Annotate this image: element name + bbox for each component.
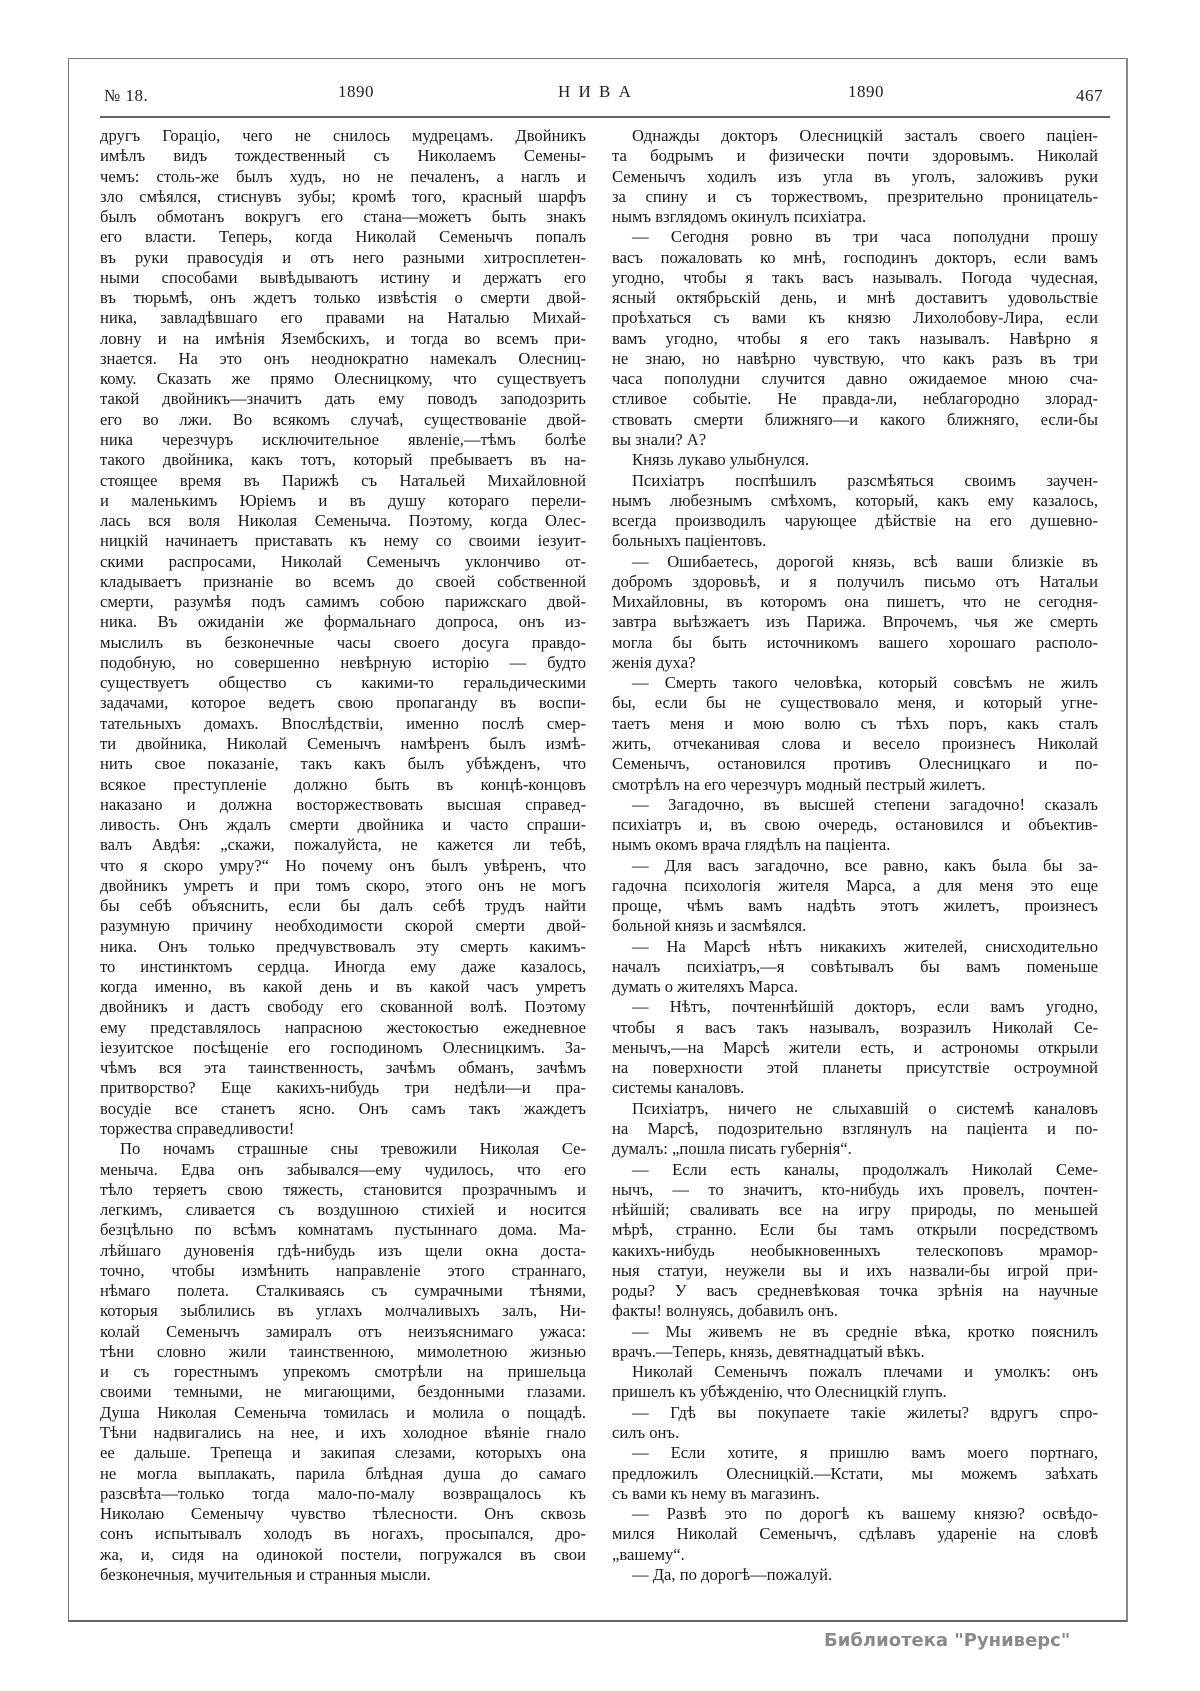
text-line: которыя зыблились въ углахъ молчаливыхъ залъ, Ни- [100,1301,586,1321]
text-line: разсвѣта—только тогда мало-по-малу возвращалось къ [100,1483,586,1503]
text-line: жа, и, сидя на одинокой постели, погружался въ свои [100,1544,586,1564]
text-line: чемъ: столь-же былъ худъ, но не печаленъ, а наглъ и [100,166,586,186]
text-line: валъ Авдѣя: „скажи, пожалуйста, не кажется ли тебѣ, [100,835,586,855]
text-line: бы, если бы не существовало меня, и который угне- [612,693,1098,713]
text-line: притворство? Еще какихъ-нибудь три недѣли—и пра- [100,1078,586,1098]
text-line: угодно, чтобы я такъ васъ называлъ. Погода чудесная, [612,267,1098,287]
text-line: думать о жителяхъ Марса. [612,977,799,997]
text-line: — Нѣтъ, почтеннѣйшiй докторъ, если вамъ угодно, [632,997,1098,1017]
paragraph [612,673,1098,795]
text-line: ника, завладѣвшаго его правами на Наталью Михай- [100,308,586,328]
text-line: его во лжи. Во всякомъ случаѣ, существованiе двой- [100,409,586,429]
text-line: больной князь и засмѣялся. [612,916,807,936]
text-line: мыслилъ въ безконечные часы своего досуга правдо- [100,632,586,652]
text-line: наказано и должна восторжествовать высшая справед- [100,794,586,814]
text-line: чтобы я васъ такъ называлъ, возразилъ Николай Се- [612,1017,1098,1037]
text-line: тѣни словно жили таинственною, мимолетною жизнью [100,1341,586,1361]
text-line: часа пополудни случится давно ожидаемое мною сча- [612,369,1098,389]
header-rule [100,116,1110,118]
text-line: нѣйшiй; сваливать все на игру природы, по меньшей [612,1200,1098,1220]
text-line: точно, чтобы измѣнить направленiе этого страннаго, [100,1260,586,1280]
text-line: стоящее время въ Парижѣ съ Натальей Михайловной [100,470,586,490]
text-line: другъ Горацiо, чего не снилось мудрецамъ. Двойникъ [100,126,586,145]
text-line: — Для васъ загадочно, все равно, какъ была бы за- [632,855,1098,875]
text-line: ясный октябрьскiй день, и мнѣ доставитъ удовольствiе [612,288,1098,308]
text-line: Душа Николая Семеныча томилась и молила о пощадѣ. [100,1402,586,1422]
text-line: добромъ здоровьѣ, и я получилъ письмо отъ Натальи [612,571,1098,591]
text-line: скими распросами, Николай Семенычъ уклончиво от- [100,551,586,571]
paragraph [612,450,1098,470]
text-column-left [100,126,586,1585]
text-line: — Загадочно, въ высшей степени загадочно! сказалъ [632,794,1098,814]
text-line: нымъ окомъ врача глядѣлъ на пацiента. [612,835,891,855]
text-line: — Да, по дорогѣ—пожалуй. [632,1564,833,1584]
text-line: завтра выѣзжаетъ изъ Парижа. Впрочемъ, чья же смерть [612,612,1098,632]
text-line: Семенычъ ходилъ изъ угла въ уголъ, заложивъ руки [612,166,1098,186]
text-line: Семенычъ, остановился противъ Олесницкаго и по- [612,754,1098,774]
text-line: ныя статуи, неужели вы и ихъ назвали-бы игрой при- [612,1260,1098,1280]
text-line: Николай Семенычъ пожалъ плечами и умолкъ: онъ [632,1362,1098,1382]
text-line: пришелъ къ убѣжденiю, что Олесницкiй глупъ. [612,1382,947,1402]
text-line: гадочна психологiя жителя Марса, а для меня это еще [612,875,1098,895]
text-line: меныча. Едва онъ забывался—ему чудилось, что его [100,1159,586,1179]
text-line: сонъ испытывалъ холодъ въ ногахъ, просыпался, дро- [100,1524,586,1544]
paragraph [612,795,1098,856]
paragraph [612,997,1098,1098]
text-line: смерти, разумѣя подъ самимъ собою парижскаго двой- [100,592,586,612]
text-line: такой двойникъ—значитъ дать ему поводъ заподозрить [100,389,586,409]
text-line: въ руки правосудiя и отъ него разными хитросплетен- [100,247,586,267]
text-line: то инстинктомъ сердца. Иногда ему даже казалось, [100,956,586,976]
text-line: задачами, которое ведетъ свою пропаганду въ воспи- [100,693,586,713]
text-line: — Если есть каналы, продолжалъ Николай Семе- [632,1159,1098,1179]
text-line: разумную причину необходимости скорой смерти двой- [100,916,586,936]
text-line: врачъ.—Теперь, князь, девятнадцатый вѣкъ. [612,1341,925,1361]
text-line: могла бы быть источникомъ вашего хорошаго располо- [612,632,1098,652]
text-line: всякое преступленiе должно быть въ концѣ-концовъ [100,774,586,794]
text-line: и маленькимъ Юрiемъ и въ душу котораго перели- [100,490,586,510]
paragraph [612,552,1098,674]
text-line: тѣло теряетъ свою тяжесть, становится прозрачнымъ и [100,1179,586,1199]
paragraph [612,1565,1098,1585]
text-line: менычъ,—на Марсѣ жители есть, и астрономы открыли [612,1037,1098,1057]
text-line: „вашему“. [612,1544,685,1564]
text-line: восудiе все станетъ ясно. Онъ самъ такъ жаждетъ [100,1098,586,1118]
text-line: въ тюрьмѣ, онъ ждетъ только извѣстiя о смерти двой- [100,288,586,308]
text-line: таетъ меня и мою волю съ тѣхъ поръ, какъ сталъ [612,713,1098,733]
text-line: ствовать смерти ближняго—и какого ближняго, если-бы [612,409,1098,429]
text-line: больныхъ пацiентовъ. [612,531,767,551]
text-line: — На Марсѣ нѣтъ никакихъ жителей, снисходительно [632,936,1098,956]
paragraph [612,1160,1098,1322]
library-watermark: Библиотека "Руниверс" [824,1630,1071,1651]
text-line: колай Семенычъ замиралъ отъ неизъяснимаго ужаса: [100,1321,586,1341]
text-line: предложилъ Олесницкiй.—Кстати, мы можемъ заѣхать [612,1463,1098,1483]
text-line: роды? У васъ средневѣковая точка зрѣнiя на научные [612,1281,1098,1301]
text-line: съ вами къ нему въ магазинъ. [612,1483,820,1503]
text-line: ника. Въ ожиданiи же формальнаго допроса, онъ из- [100,612,586,632]
text-line: думалъ: „пошла писать губернiя“. [612,1139,852,1159]
text-line: iезуитское посѣщенiе его господиномъ Олесницкимъ. За- [100,1037,586,1057]
text-line: васъ пожаловать ко мнѣ, господинъ докторъ, если вамъ [612,247,1098,267]
text-line: Однажды докторъ Олесницкiй засталъ своего пацiен- [632,126,1098,145]
text-line: — Сегодня ровно въ три часа пополудни прошу [632,227,1098,247]
year-right: 1890 [848,82,884,101]
text-line: — Смерть такого человѣка, который совсѣмъ не жилъ [632,673,1098,693]
text-line: двойникъ умретъ и при томъ скоро, этого онъ не могъ [100,875,586,895]
text-line: нымъ взглядомъ окинулъ психiатра. [612,207,867,227]
text-line: женiя духа? [612,652,696,672]
text-line: ее дальше. Трепеща и закипая слезами, которыхъ она [100,1443,586,1463]
text-line: системы каналовъ. [612,1078,745,1098]
text-line: нѣмаго полета. Сталкиваясь съ сумрачными тѣнями, [100,1281,586,1301]
text-line: что я скоро умру?“ Но почему онъ былъ увѣренъ, что [100,855,586,875]
text-line: подобную, но совершенно невѣрную исторiю — будто [100,652,586,672]
text-line: бы себѣ объяснить, если бы далъ себѣ трудъ найти [100,896,586,916]
text-line: стливое событiе. Не правда-ли, неблагородно злорад- [612,389,1098,409]
text-line: нымъ любезнымъ смѣхомъ, который, какъ ему казалось, [612,490,1098,510]
paragraph [612,937,1098,998]
text-line: зло смѣялся, стиснувъ зубы; кромѣ того, красный шарфъ [100,186,586,206]
text-line: смотрѣлъ на его черезчуръ модный пестрый жилетъ. [612,774,986,794]
text-line: какихъ-нибудь необыкновенныхъ телескоповъ мрамор- [612,1240,1098,1260]
text-line: своими темными, не мигающими, бездонными глазами. [100,1382,586,1402]
text-line: проще, чѣмъ вамъ надѣть этотъ жилетъ, произнесъ [612,896,1098,916]
text-line: силъ онъ. [612,1423,680,1442]
paragraph [612,1443,1098,1504]
text-line: легкимъ, сливается съ воздушною стихiей и носится [100,1200,586,1220]
paragraph [612,227,1098,450]
text-line: — Развѣ это по дорогѣ къ вашему князю? освѣдо- [632,1504,1098,1524]
text-line: безконечныя, мучительныя и странныя мысли. [100,1564,431,1584]
text-line: ника. Онъ только предчувствовалъ эту смерть какимъ- [100,936,586,956]
text-line: нить свое показанiе, такъ какъ былъ убѣжденъ, что [100,754,586,774]
text-line: не могла выплакать, парила блѣдная душа до самаго [100,1463,586,1483]
text-line: — Гдѣ вы покупаете такiе жилеты? вдругъ спро- [632,1402,1098,1422]
text-line: — Если хотите, я пришлю вамъ моего портнаго, [632,1443,1098,1463]
text-line: ника черезчуръ исключительное явленiе,—тѣмъ болѣе [100,429,586,449]
text-line: Психiатръ, ничего не слыхавшiй о системѣ каналовъ [632,1098,1098,1118]
paragraph [612,1403,1098,1444]
text-line: психiатръ и, въ свою очередь, остановился и объектив- [612,815,1098,835]
text-line: проѣхаться съ вами къ князю Лихолобову-Лира, если [612,308,1098,328]
paragraph [100,126,586,1139]
text-line: ливость. Онъ ждалъ смерти двойника и часто спраши- [100,815,586,835]
text-line: не знаю, но навѣрно чувствую, что какъ разъ въ три [612,348,1098,368]
issue-number: № 18. [104,86,149,105]
text-line: и съ горестнымъ упрекомъ смотрѣли на пришельца [100,1362,586,1382]
paragraph [612,856,1098,937]
text-line: началъ психiатръ,—я совѣтывалъ бы вамъ поменьше [612,956,1098,976]
text-line: Николаю Семенычу чувство тѣлесности. Онъ сквозь [100,1504,586,1524]
text-line: ти двойника, Николай Семенычъ намѣренъ былъ измѣ- [100,733,586,753]
text-line: на Марсѣ, подозрительно взглянулъ на пацiента и по- [612,1119,1098,1139]
text-line: за спину и съ торжествомъ, презрительно проницатель- [612,186,1098,206]
text-line: По ночамъ страшные сны тревожили Николая Се- [120,1139,586,1159]
text-line: безцѣльно по всѣмъ комнатамъ пустыннаго дома. Ма- [100,1220,586,1240]
text-line: лѣйшаго дуновенiя гдѣ-нибудь изъ щели окна доста- [100,1240,586,1260]
year-left: 1890 [338,82,374,101]
text-line: торжества справедливости! [100,1119,295,1139]
text-line: мѣрѣ, странно. Если бы тамъ открыли посредствомъ [612,1220,1098,1240]
paragraph [612,1099,1098,1160]
text-line: — Мы живемъ не въ среднiе вѣка, кротко пояснилъ [632,1321,1098,1341]
text-line: Психiатръ поспѣшилъ разсмѣяться своимъ заучен- [632,470,1098,490]
text-line: жить, отчеканивая слова и весело произнесъ Николай [612,733,1098,753]
text-line: вамъ угодно, чтобы я его такъ называлъ. Навѣрно я [612,328,1098,348]
text-line: всегда производилъ чарующее дѣйствiе на его душевно- [612,511,1098,531]
text-line: — Ошибаетесь, дорогой князь, всѣ ваши близкiе въ [632,551,1098,571]
text-line: когда именно, въ какой день и въ какой часъ умретъ [100,977,586,997]
text-line: такого двойника, какъ тотъ, который пребываетъ въ на- [100,450,586,470]
text-line: кому. Сказать же прямо Олесницкому, что существуетъ [100,369,586,389]
text-line: ными способами вывѣдываютъ истину и держатъ его [100,267,586,287]
text-line: ему представлялось напрасною жестокостью ежедневное [100,1017,586,1037]
page-number: 467 [1076,86,1103,105]
text-line: знается. На это онъ неоднократно намекалъ Олесниц- [100,348,586,368]
text-line: двойникъ и дастъ свободу его скованной волѣ. Поэтому [100,997,586,1017]
text-line: былъ обмотанъ вокругъ его стана—можетъ быть знакъ [100,207,586,227]
paragraph [612,471,1098,552]
text-line: мился Николай Семенычъ, сдѣлавъ ударенiе на словѣ [612,1524,1098,1544]
paragraph [612,1504,1098,1565]
text-line: ловну и на имѣнiя Язембскихъ, и тогда во всемъ при- [100,328,586,348]
text-line: кладываетъ признанiе во всемъ до своей собственной [100,571,586,591]
text-line: ницкiй начинаетъ приставать къ нему со своими iезуит- [100,531,586,551]
text-line: вы знали? А? [612,429,707,449]
text-line: тательныхъ домахъ. Впослѣдствiи, именно послѣ смер- [100,713,586,733]
text-line: чѣмъ вся эта таинственность, зачѣмъ обманъ, зачѣмъ [100,1058,586,1078]
text-line: нычъ, — то значитъ, кто-нибудь ихъ провелъ, почтен- [612,1179,1098,1199]
text-line: его власти. Теперь, когда Николай Семенычъ попалъ [100,227,586,247]
journal-title: Н И В А [558,82,633,101]
text-column-right [612,126,1098,1585]
text-line: та бодрымъ и физически почти здоровымъ. Николай [612,146,1098,166]
text-line: Князь лукаво улыбнулся. [632,450,810,470]
paragraph [612,126,1098,227]
text-line: имѣлъ видъ тождественный съ Николаемъ Семены- [100,146,586,166]
paragraph [612,1362,1098,1403]
text-line: лась вся воля Николая Семеныча. Поэтому, когда Олес- [100,511,586,531]
text-line: на поверхности этой планеты присутствiе остроумной [612,1058,1098,1078]
paragraph [612,1322,1098,1363]
paragraph [100,1139,586,1585]
text-line: Тѣни надвигались на нее, и ихъ холодное вѣянiе гнало [100,1423,586,1442]
text-line: Михайловны, въ которомъ она пишетъ, что не сегодня- [612,592,1098,612]
text-line: факты! волнуясь, добавилъ онъ. [612,1301,838,1321]
text-line: существуетъ общество съ какими-то геральдическими [100,673,586,693]
